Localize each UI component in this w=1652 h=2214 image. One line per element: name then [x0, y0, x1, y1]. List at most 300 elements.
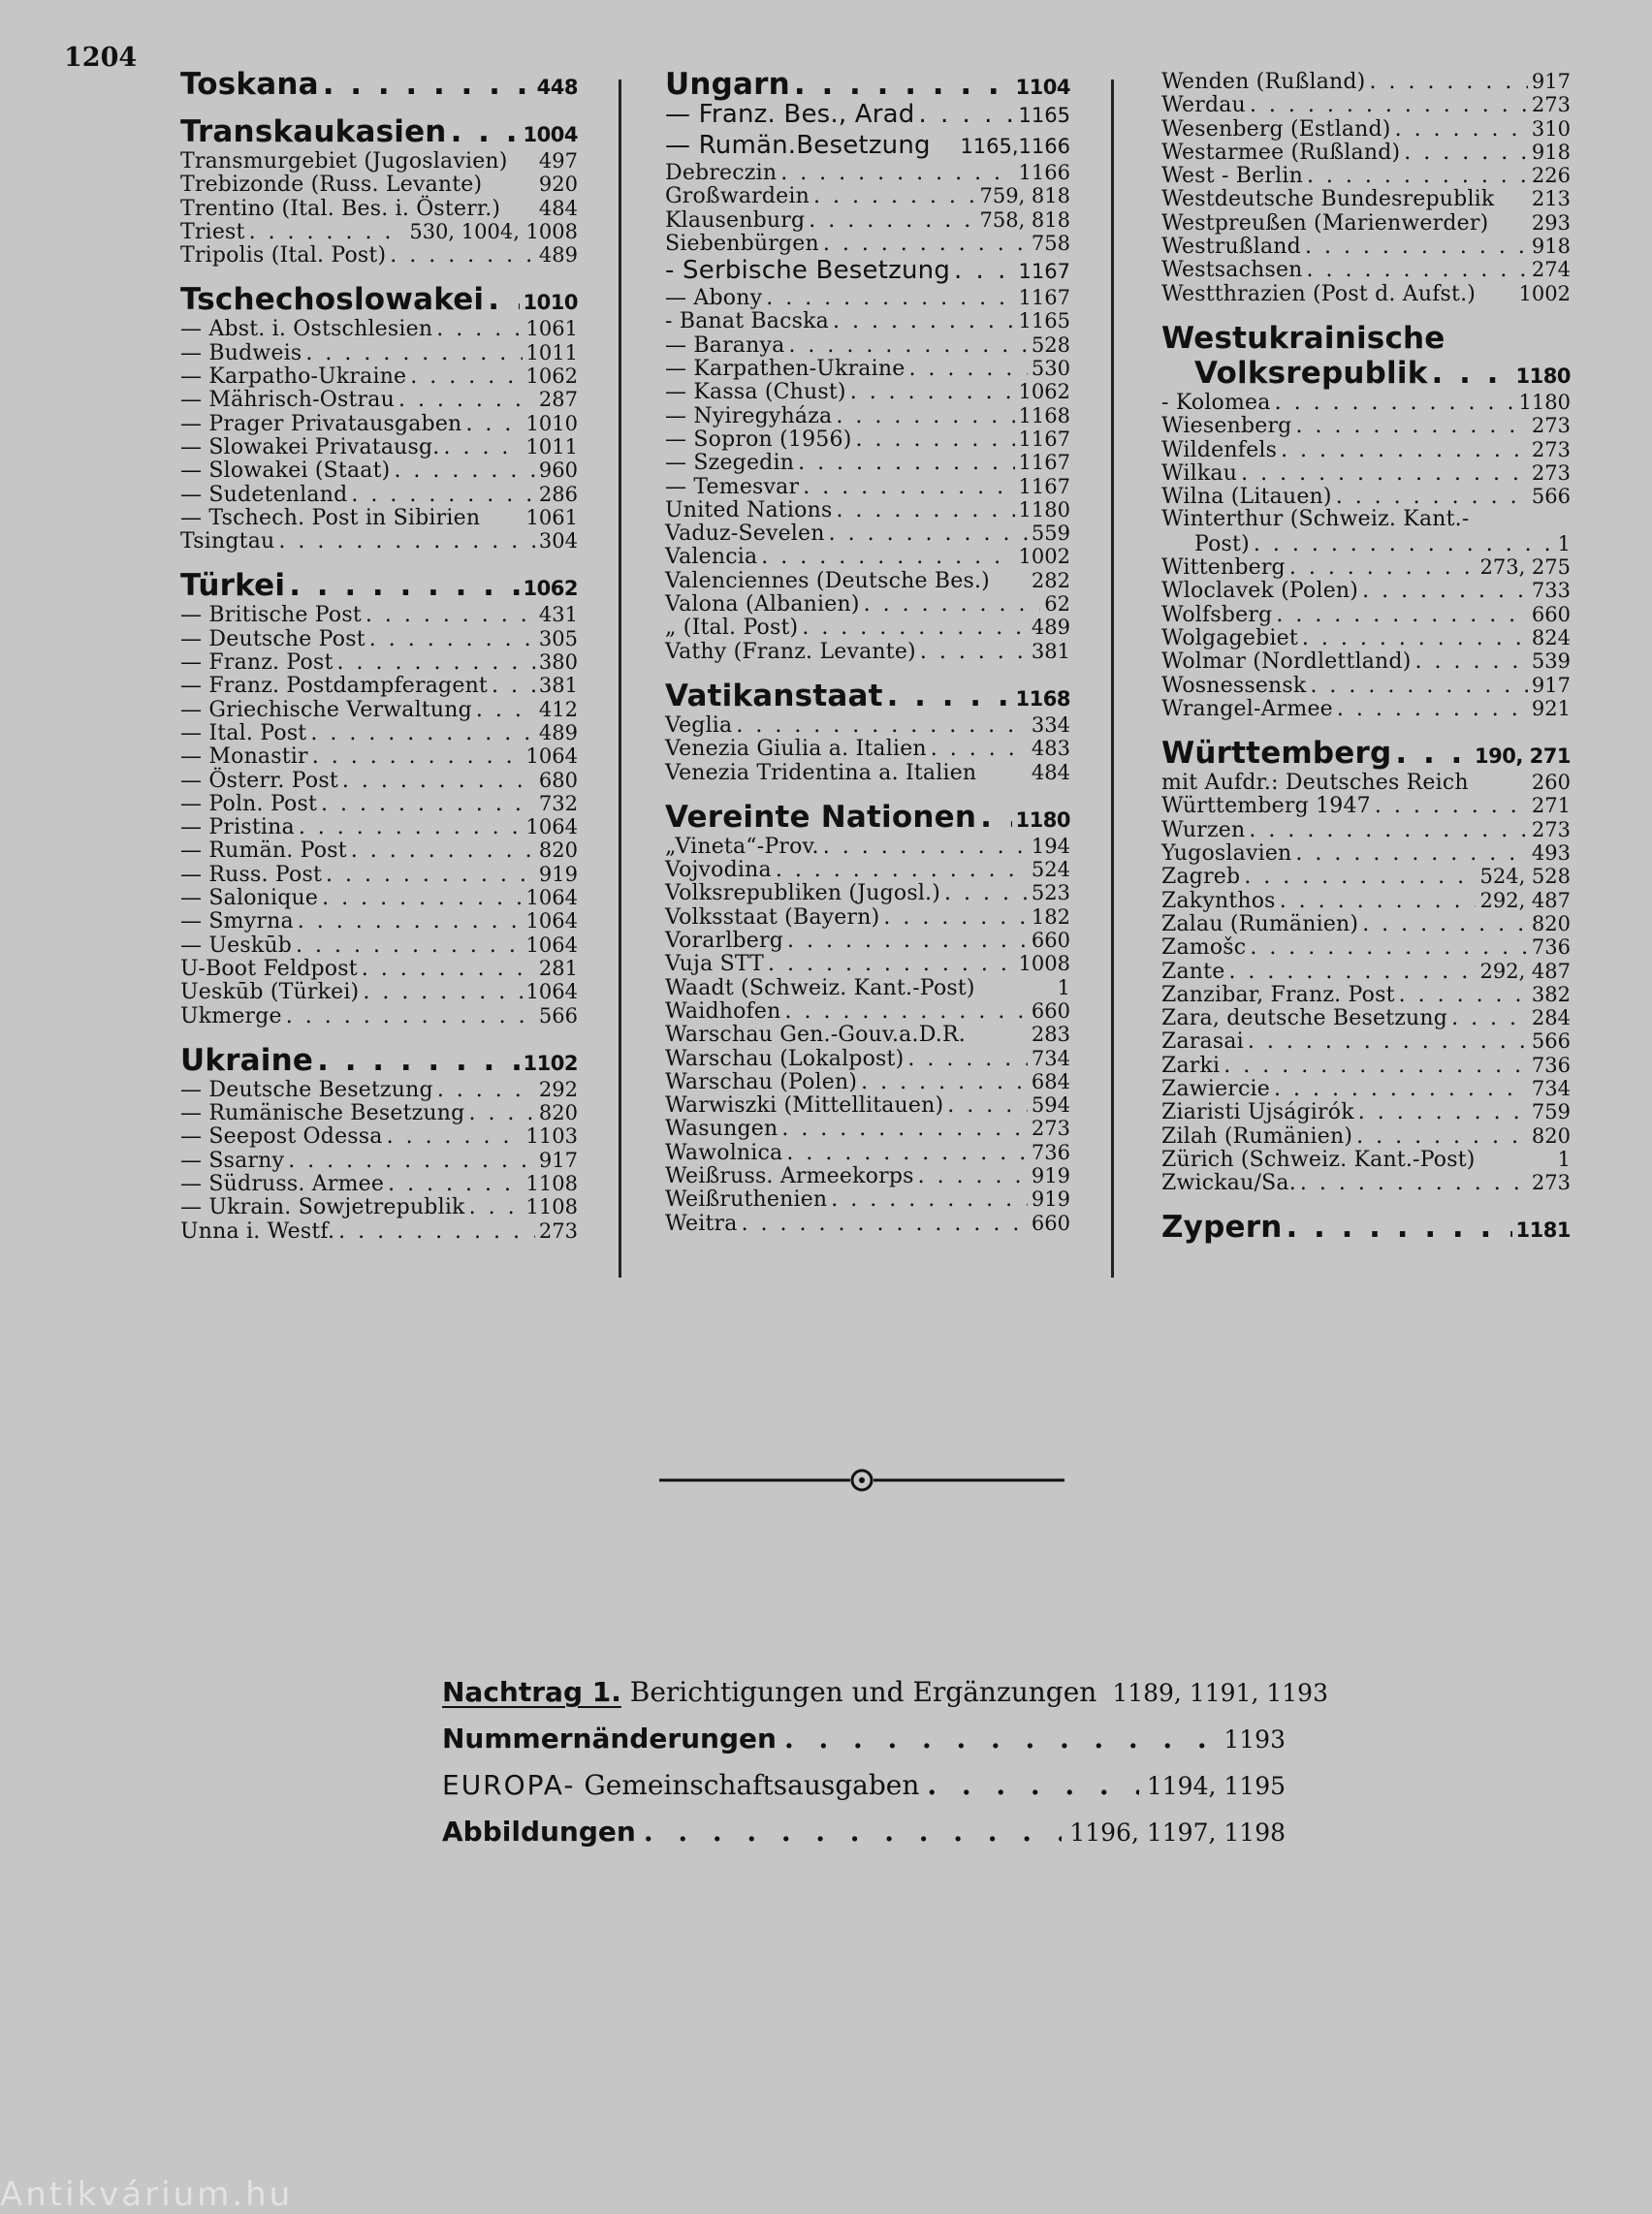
index-entry — [665, 881, 1070, 904]
entry-name: Zamošc — [1161, 935, 1247, 961]
entry-pages: 539 — [1531, 649, 1571, 674]
entry-pages: 523 — [1031, 881, 1070, 905]
index-entry — [180, 506, 578, 529]
leader-dots — [1250, 936, 1528, 960]
leader-dots — [1337, 698, 1528, 721]
entry-name: West - Berlin — [1161, 164, 1303, 189]
entry-name: Türkei — [180, 568, 286, 604]
index-heading — [665, 67, 1070, 102]
entry-pages: 1167 — [1018, 286, 1070, 310]
entry-pages: 1002 — [1018, 545, 1070, 569]
entry-name: Zalau (Rumänien) — [1161, 911, 1359, 936]
entry-pages: 292, 487 — [1479, 888, 1571, 912]
entry-name: — Pristina — [180, 815, 295, 840]
index-entry — [180, 815, 578, 838]
index-entry — [665, 1093, 1070, 1117]
entry-pages: 566 — [1531, 485, 1571, 509]
entry-name: — Mährisch-Ostrau — [180, 388, 395, 413]
leader-dots — [351, 484, 535, 507]
leader-dots — [1305, 236, 1528, 259]
entry-pages: 1062 — [523, 577, 578, 601]
leader-dots — [883, 906, 1028, 930]
leader-dots — [1432, 356, 1512, 391]
index-entry — [1161, 649, 1571, 673]
leader-dots — [296, 934, 523, 958]
entry-pages: 1062 — [1018, 380, 1070, 404]
entry-name: Transmurgebiet (Jugoslavien) — [180, 149, 508, 174]
leader-dots — [1356, 1125, 1528, 1149]
leader-dots — [1241, 462, 1528, 486]
entry-name: Warschau (Polen) — [665, 1069, 858, 1094]
entry-pages: 1181 — [1515, 1218, 1571, 1243]
entry-pages: 489 — [538, 720, 578, 744]
index-entry — [665, 1164, 1070, 1187]
leader-dots — [1250, 94, 1528, 117]
entry-pages: 286 — [538, 482, 578, 506]
index-heading — [180, 568, 578, 603]
entry-name: — Ukrain. Sowjetrepublik — [180, 1195, 465, 1220]
leader-dots — [809, 209, 975, 233]
index-entry — [1161, 771, 1571, 794]
entry-name: Waadt (Schweiz. Kant.-Post) — [665, 975, 975, 1000]
leader-dots — [288, 1150, 535, 1173]
entry-pages: 759, 818 — [979, 184, 1070, 208]
entry-name: — Griechische Verwaltung — [180, 697, 472, 722]
entry-name: Valona (Albanien) — [665, 592, 860, 617]
index-entry — [180, 1101, 578, 1124]
leader-dots — [369, 628, 535, 651]
leader-dots — [1362, 913, 1528, 936]
entry-pages: 820 — [1531, 1123, 1571, 1148]
entry-name: Zawiercie — [1161, 1076, 1270, 1101]
leader-dots — [1404, 142, 1528, 165]
supplement-title: Nachtrag 1. — [442, 1676, 621, 1708]
entry-pages: 381 — [1031, 639, 1070, 663]
index-entry — [1161, 1054, 1571, 1077]
entry-name: Zarasai — [1161, 1029, 1244, 1055]
index-entry — [1161, 414, 1571, 437]
entry-name: Yugoslavien — [1161, 841, 1292, 867]
index-entry — [1161, 532, 1571, 555]
entry-name: — Slowakei Privatausg. — [180, 434, 440, 459]
entry-name: Wolgagebiet — [1161, 625, 1298, 650]
leader-dots — [784, 1000, 1027, 1024]
entry-pages: 530, 1004, 1008 — [409, 219, 578, 243]
leader-dots — [784, 1716, 1216, 1762]
entry-pages: 1167 — [1018, 260, 1070, 284]
entry-name: Wiesenberg — [1161, 414, 1292, 439]
leader-dots — [780, 162, 1014, 185]
leader-dots — [855, 428, 1014, 452]
leader-dots — [802, 617, 1028, 640]
leader-dots — [794, 70, 1012, 99]
entry-name: Wurzen — [1161, 817, 1246, 842]
entry-name: — Britische Post — [180, 603, 362, 628]
leader-dots — [394, 459, 534, 483]
leader-dots — [465, 413, 522, 436]
index-entry — [1161, 1006, 1571, 1029]
entry-name: — Abony — [665, 286, 763, 311]
entry-pages: 1061 — [525, 317, 578, 341]
entry-name: Ukmerge — [180, 1003, 282, 1028]
index-entry — [665, 309, 1070, 332]
entry-name: Wosnessensk — [1161, 673, 1307, 698]
entry-name: - Banat Bacska — [665, 309, 829, 334]
entry-name: — Sopron (1956) — [665, 427, 852, 452]
leader-dots — [443, 436, 522, 459]
index-entry — [180, 243, 578, 267]
index-entry — [180, 483, 578, 506]
index-entry — [665, 1023, 1070, 1046]
entry-pages: 271 — [1531, 794, 1571, 818]
entry-pages: 917 — [1531, 70, 1571, 93]
entry-pages: 1165 — [1018, 104, 1070, 127]
index-entry — [665, 929, 1070, 952]
index-entry — [1161, 164, 1571, 187]
entry-pages: 273 — [1031, 1117, 1070, 1141]
entry-name: Zilah (Rumänien) — [1161, 1123, 1353, 1149]
entry-pages: 736 — [1031, 1140, 1070, 1164]
index-entry — [665, 357, 1070, 380]
index-entry — [665, 1070, 1070, 1093]
index-entry — [1161, 438, 1571, 461]
entry-pages: 1061 — [525, 505, 578, 529]
leader-dots — [1307, 165, 1528, 188]
entry-name: Wloclavek (Polen) — [1161, 579, 1359, 604]
leader-dots — [908, 358, 1027, 381]
entry-pages: 1011 — [525, 434, 578, 459]
index-entry — [1161, 603, 1571, 626]
entry-pages: 1168 — [1018, 403, 1070, 427]
leader-dots — [836, 405, 1014, 428]
leader-dots — [476, 699, 535, 722]
supplement-row — [442, 1762, 1286, 1809]
leader-dots — [861, 1071, 1028, 1094]
leader-dots — [1223, 1055, 1528, 1078]
index-entry — [1161, 912, 1571, 935]
index-entry — [1161, 485, 1571, 508]
leader-dots — [1228, 961, 1476, 984]
entry-pages: 758, 818 — [979, 207, 1070, 232]
entry-name: Vojvodina — [665, 858, 772, 883]
entry-pages: 1064 — [525, 980, 578, 1004]
entry-pages: 1103 — [525, 1124, 578, 1149]
entry-pages: 960 — [538, 459, 578, 483]
entry-name: — Ueskūb — [180, 933, 293, 958]
entry-pages: 736 — [1531, 935, 1571, 960]
entry-name: Tsingtau — [180, 529, 275, 554]
entry-name: Veglia — [665, 712, 733, 738]
entry-pages: 1010 — [523, 291, 578, 315]
entry-name: — Rumänische Besetzung — [180, 1101, 465, 1126]
entry-pages: 1 — [1557, 531, 1571, 555]
leader-dots — [768, 953, 1015, 976]
leader-dots — [1281, 439, 1528, 462]
leader-dots — [823, 233, 1028, 256]
entry-name: Wawolnica — [665, 1140, 783, 1165]
index-column-3 — [1161, 70, 1571, 1245]
index-entry — [1161, 697, 1571, 720]
leader-dots — [437, 1079, 535, 1102]
leader-dots — [1254, 533, 1554, 556]
index-entry — [1161, 235, 1571, 258]
index-entry — [180, 957, 578, 980]
index-entry — [180, 627, 578, 650]
leader-dots — [761, 546, 1014, 569]
leader-dots — [1362, 580, 1528, 603]
leader-dots — [1336, 486, 1528, 509]
index-entry — [1161, 117, 1571, 141]
index-entry — [1161, 391, 1571, 414]
entry-pages: 304 — [538, 529, 578, 554]
leader-dots — [312, 745, 523, 769]
entry-pages: 1011 — [525, 340, 578, 364]
index-entry — [665, 333, 1070, 357]
supplement-title: Abbildungen — [442, 1816, 636, 1848]
index-entry — [180, 980, 578, 1003]
entry-pages: 1002 — [1518, 281, 1571, 305]
entry-name: Venezia Tridentina a. Italien — [665, 760, 977, 785]
index-entry — [1161, 1148, 1571, 1171]
index-heading — [1161, 356, 1571, 391]
entry-pages: 1168 — [1015, 686, 1070, 711]
entry-pages: 734 — [1031, 1046, 1070, 1070]
index-entry — [1161, 1077, 1571, 1100]
index-entry — [180, 1078, 578, 1101]
entry-name: Westsachsen — [1161, 258, 1303, 283]
entry-pages: 293 — [1531, 210, 1571, 235]
entry-name: Ueskūb (Türkei) — [180, 980, 360, 1005]
entry-name: Vorarlberg — [665, 929, 784, 954]
leader-dots — [323, 70, 533, 99]
leader-dots — [289, 568, 519, 603]
entry-pages: 381 — [538, 674, 578, 698]
entry-pages: 1180 — [1018, 497, 1070, 522]
entry-pages: 1180 — [1515, 364, 1571, 388]
entry-pages: 1167 — [1018, 427, 1070, 451]
entry-pages: 1165,1166 — [960, 135, 1070, 158]
entry-name: Zypern — [1161, 1210, 1283, 1246]
entry-name: „ (Ital. Post) — [665, 616, 799, 641]
index-entry — [180, 1004, 578, 1028]
index-entry — [665, 999, 1070, 1023]
entry-name: Debreczin — [665, 161, 778, 185]
entry-pages: 660 — [1031, 998, 1070, 1023]
entry-pages: 489 — [538, 243, 578, 268]
leader-dots — [286, 1005, 535, 1028]
index-heading — [665, 800, 1070, 835]
entry-name: Toskana — [180, 67, 319, 102]
leader-dots — [322, 887, 522, 910]
leader-dots — [781, 1118, 1028, 1141]
entry-name: Weitra — [665, 1211, 738, 1236]
leader-dots — [1244, 866, 1476, 889]
index-entry — [180, 388, 578, 411]
entry-pages: 1064 — [525, 909, 578, 933]
leader-dots — [776, 859, 1028, 882]
entry-pages: 213 — [1531, 187, 1571, 211]
leader-dots — [298, 910, 523, 933]
entry-name: Württemberg — [1161, 736, 1392, 772]
index-entry — [180, 698, 578, 721]
entry-pages: 917 — [1531, 673, 1571, 697]
index-entry — [180, 863, 578, 886]
leader-dots — [788, 334, 1027, 358]
entry-pages: 921 — [1531, 696, 1571, 720]
supplement-pages: 1194, 1195 — [1146, 1772, 1286, 1800]
leader-dots — [829, 522, 1028, 546]
leader-dots — [338, 1220, 535, 1244]
entry-pages: 918 — [1531, 235, 1571, 259]
entry-pages: 287 — [538, 388, 578, 412]
index-entry — [665, 1117, 1070, 1140]
entry-name: — Karpathen-Ukraine — [665, 357, 905, 382]
supplement-row — [442, 1716, 1286, 1762]
entry-pages: 732 — [538, 791, 578, 815]
index-entry — [665, 208, 1070, 232]
entry-pages: 448 — [536, 76, 578, 99]
leader-dots — [918, 1165, 1028, 1188]
index-entry — [1161, 983, 1571, 1006]
entry-pages: 334 — [1031, 712, 1070, 737]
index-heading — [180, 67, 578, 102]
entry-name: — Südruss. Armee — [180, 1171, 385, 1196]
leader-dots — [1415, 650, 1528, 674]
index-entry — [665, 451, 1070, 474]
leader-dots — [1286, 1210, 1511, 1245]
index-entry — [665, 952, 1070, 975]
entry-pages: 62 — [1044, 592, 1070, 617]
entry-name: — Österr. Post — [180, 768, 338, 793]
index-entry — [1161, 841, 1571, 865]
index-entry — [180, 769, 578, 792]
index-entry — [180, 603, 578, 626]
entry-name: Vuja STT — [665, 952, 765, 977]
entry-pages: 431 — [538, 603, 578, 627]
column-divider — [619, 79, 621, 1278]
entry-pages: 1004 — [523, 123, 578, 146]
index-entry — [180, 317, 578, 340]
leader-dots — [887, 679, 1012, 713]
entry-pages: 919 — [1031, 1187, 1070, 1212]
entry-name: Warschau (Lokalpost) — [665, 1046, 905, 1071]
leader-dots — [836, 499, 1014, 522]
ornament-dot — [859, 1477, 865, 1483]
entry-pages: 1165 — [1018, 309, 1070, 333]
index-entry — [180, 909, 578, 933]
index-entry — [665, 761, 1070, 784]
index-entry — [1161, 555, 1571, 579]
entry-pages: 820 — [1531, 911, 1571, 935]
entry-name: — Monastir — [180, 744, 308, 770]
leader-dots — [931, 738, 1028, 761]
entry-name: - Serbische Besetzung — [665, 256, 951, 286]
supplement-row — [442, 1669, 1328, 1716]
index-entry — [180, 435, 578, 459]
leader-dots — [1276, 604, 1528, 627]
leader-dots — [451, 114, 520, 149]
entry-pages: 559 — [1031, 522, 1070, 546]
index-entry — [665, 616, 1070, 639]
entry-pages: 528 — [1031, 332, 1070, 357]
entry-name: Württemberg 1947 — [1161, 794, 1371, 819]
index-entry — [1161, 70, 1571, 93]
index-entry — [1161, 935, 1571, 959]
leader-dots — [1300, 1172, 1528, 1195]
leader-dots — [980, 800, 1011, 835]
entry-pages: 412 — [538, 697, 578, 721]
index-entry — [1161, 461, 1571, 485]
entry-name: Transkaukasien — [180, 114, 447, 149]
entry-pages: 919 — [538, 862, 578, 886]
index-entry — [1161, 865, 1571, 888]
leader-dots — [390, 244, 535, 268]
entry-name: Wilkau — [1161, 460, 1238, 486]
leader-dots — [362, 958, 535, 981]
entry-pages: 759 — [1531, 1100, 1571, 1124]
leader-dots — [469, 1196, 523, 1219]
entry-name: - Kolomea — [1161, 390, 1271, 415]
entry-pages: 190, 271 — [1475, 744, 1571, 769]
index-column-1 — [180, 67, 578, 1244]
index-entry — [665, 522, 1070, 545]
entry-pages: 594 — [1031, 1093, 1070, 1118]
leader-dots — [1395, 118, 1528, 142]
index-entry — [180, 744, 578, 768]
leader-dots — [1307, 259, 1528, 282]
supplement-pages: 1196, 1197, 1198 — [1069, 1819, 1286, 1847]
index-entry — [180, 650, 578, 674]
leader-dots — [436, 318, 522, 341]
entry-pages: 182 — [1031, 904, 1070, 929]
index-entry — [180, 933, 578, 957]
index-entry — [180, 674, 578, 697]
entry-pages: 684 — [1031, 1069, 1070, 1093]
leader-dots — [742, 1213, 1028, 1236]
entry-pages: 273 — [1531, 460, 1571, 485]
entry-name: — Prager Privatausgaben — [180, 411, 462, 436]
index-entry — [1161, 141, 1571, 164]
supplement-label — [442, 1716, 777, 1762]
leader-dots — [786, 1142, 1028, 1165]
supplement-section — [442, 1669, 1328, 1855]
leader-dots — [644, 1809, 1063, 1855]
entry-name: Zakynthos — [1161, 888, 1276, 913]
entry-name: — Rumän.Besetzung — [665, 131, 931, 160]
entry-name: Vatikanstaat — [665, 678, 883, 713]
entry-name: Zarki — [1161, 1053, 1221, 1078]
entry-name: — Budweis — [180, 340, 302, 365]
entry-pages: 820 — [538, 838, 578, 863]
entry-pages: 758 — [1031, 231, 1070, 255]
index-entry — [665, 1187, 1070, 1211]
supplement-pages: 1189, 1191, 1193 — [1112, 1679, 1328, 1707]
entry-pages: 734 — [1531, 1076, 1571, 1100]
entry-name: — Poln. Post — [180, 791, 318, 816]
index-entry — [180, 1195, 578, 1218]
entry-pages: 1008 — [1018, 952, 1070, 976]
entry-name: Post) — [1194, 531, 1250, 556]
entry-name: Volksrepublik — [1194, 355, 1428, 391]
index-entry — [665, 161, 1070, 184]
entry-name: — Franz. Post — [180, 650, 334, 676]
entry-pages: 1064 — [525, 933, 578, 957]
leader-dots — [249, 221, 406, 244]
entry-pages: 1102 — [523, 1051, 578, 1075]
leader-dots — [1289, 556, 1477, 580]
leader-dots — [947, 1094, 1028, 1118]
entry-pages: 226 — [1531, 164, 1571, 188]
